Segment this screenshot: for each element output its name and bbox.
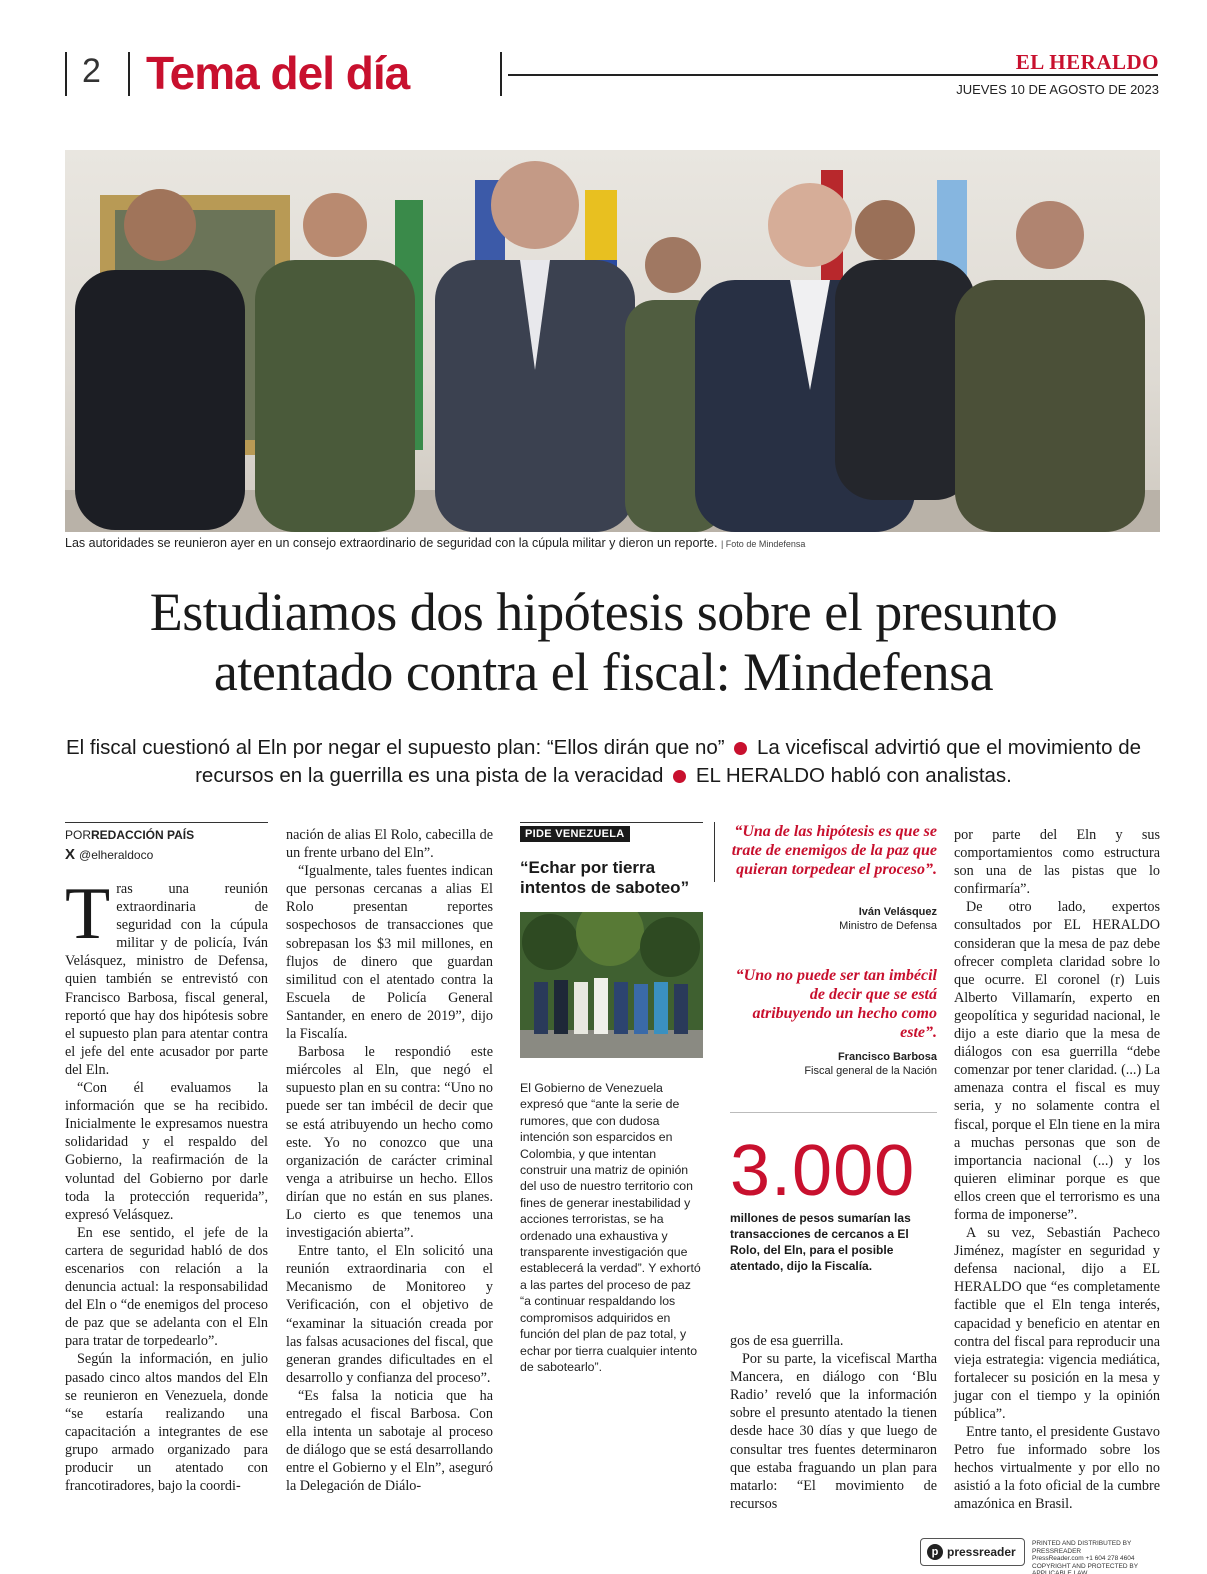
deck-part-3: EL HERALDO habló con analistas. xyxy=(695,764,1012,787)
sidebar-headline: “Echar por tierra intentos de saboteo” xyxy=(520,858,690,897)
byline-rule xyxy=(65,822,268,823)
fine-print-line: PressReader.com +1 604 278 4604 xyxy=(1032,1555,1135,1562)
byline-author: REDACCIÓN PAÍS xyxy=(91,828,195,842)
paragraph: En ese sentido, el jefe de la cartera de seguridad habló de dos escenarios con relación a la denuncia actual: la responsabilidad del Eln o “de enemigos del proceso de paz que se adelanta con el Eln para tratar de torpedearlo”. xyxy=(65,1224,268,1350)
deck-part-1: El fiscal cuestionó al Eln por negar el supuesto plan: “Ellos dirán que no” xyxy=(65,736,725,759)
header-divider-right xyxy=(500,52,502,96)
pressreader-logo-icon: p xyxy=(927,1544,943,1560)
key-figure-text: millones de pesos sumarían las transacciones de cercanos a El Rolo, del Eln, para el posible atentado, dijo la Fiscalía. xyxy=(730,1211,911,1273)
headline-line-1: Estudiamos dos hipótesis sobre el presunto xyxy=(149,582,1058,642)
article-column-5 xyxy=(954,826,1160,1514)
byline-prefix: POR xyxy=(65,828,92,842)
header-divider-middle xyxy=(128,52,130,96)
quote-2-name: Francisco Barbosa xyxy=(837,1051,937,1063)
quote-2-role: Fiscal general de la Nación xyxy=(804,1065,937,1077)
paragraph: De otro lado, expertos consultados por EL HERALDO consideran que la mesa de paz debe ofrecer completa claridad sobre lo que ocurre. El coronel (r) Luis Alberto Villamarín, experto en geopolítica y seguridad nacional, le dijo a este diario que la mesa de diálogos con esa guerrilla “debe comenzar por tener claridad. (...) La amenaza contra el fiscal es muy seria, y no solamente contra el fiscal, porque el Eln tiene en la mira a muchas personas que son de importancia nacional (...) y los quieren eliminar porque es que ellos creen que el terrorismo es una forma de imponerse”. xyxy=(954,899,1160,1223)
pressreader-badge[interactable] xyxy=(920,1538,1025,1566)
bullet-dot-icon xyxy=(673,770,686,783)
section-title: Tema del día xyxy=(146,47,410,99)
paragraph: nación de alias El Rolo, cabecilla de un frente urbano del Eln”. xyxy=(286,827,493,862)
bullet-dot-icon xyxy=(734,742,747,755)
sidebar-text: El Gobierno de Venezuela expresó que “ante la serie de rumores, que con dudosa intención son esparcidos en Colombia, y que intentan construir una matriz de opinión del uso de nuestro territorio con fines de generar inestabilidad y acciones terroristas, se ha ordenado una exhaustiva y transparente investigación que establecerá la verdad”. Y exhortó a las partes del proceso de paz “a continuar respaldando los compromisos adquiridos en función del plan de paz total, y echar por tierra cualquier intento de sabotearlo”. xyxy=(520,1081,701,1374)
newspaper-logo: EL HERALDO xyxy=(1015,50,1159,74)
sidebar-tag: PIDE VENEZUELA xyxy=(520,826,630,842)
subheadline xyxy=(40,734,1167,790)
fine-print-line: COPYRIGHT AND PROTECTED BY APPLICABLE LAW xyxy=(1032,1562,1138,1574)
paragraph: Por su parte, la vicefiscal Martha Mancera, en diálogo con ‘Blu Radio’ reveló que la información sobre el presunto atentado la tienen desde hace 30 días y que luego de consultar tres fuentes determinaron que estaba fraguando un plan para matarlo: “El movimiento de recursos xyxy=(730,1351,937,1512)
pull-quote-2: “Uno no puede ser tan imbécil de decir que se está atribuyendo un hecho como este”. xyxy=(735,967,937,1041)
figure-separator xyxy=(730,1112,937,1113)
drop-cap: T xyxy=(65,873,111,955)
article-column-4 xyxy=(730,1332,937,1513)
page-number: 2 xyxy=(82,52,101,90)
caption-text: Las autoridades se reunieron ayer en un consejo extraordinario de seguridad con la cúpula militar y dieron un reporte. xyxy=(65,536,718,550)
paragraph: “Es falsa la noticia que ha entregado el fiscal Barbosa. Con ella intenta un sabotaje al proceso de diálogo que se está desarrollando entre el Gobierno y el Eln”, aseguró la Delegación de Diálo- xyxy=(286,1387,493,1495)
headline xyxy=(0,582,1207,702)
paragraph: Según la información, en julio pasado cinco altos mandos del Eln se reunieron en Venezuela, donde “se estaría realizando una capacitación a integrantes de ese grupo armado organizado para producir un atentado con francotiradores, bajo la coordi- xyxy=(65,1351,268,1495)
photo-caption xyxy=(65,536,805,550)
paragraph: ras una reunión extraordinaria de seguridad con la cúpula militar y de policía, Iván Velásquez, ministro de Defensa, quien también se entrevistó con Francisco Barbosa, fiscal general, reportó que hay dos hipótesis sobre el supuesto plan para atentar contra el jefe del ente acusador por parte del Eln. xyxy=(65,881,268,1078)
issue-date: JUEVES 10 DE AGOSTO DE 2023 xyxy=(956,82,1159,97)
byline xyxy=(65,828,194,842)
header-divider-left xyxy=(65,52,67,96)
quote-column-rule xyxy=(714,822,715,882)
deck-part-2: La vicefiscal advirtió que el movimiento de recursos en la guerrilla es una pista de la veracidad xyxy=(195,736,1142,787)
paragraph: por parte del Eln y sus comportamientos como estructura son una de las pistas que lo confirmaría”. xyxy=(954,827,1160,898)
headline-line-2: atentado contra el fiscal: Mindefensa xyxy=(213,642,994,702)
paragraph: Entre tanto, el Eln solicitó una reunión extraordinaria con el Mecanismo de Monitoreo y Verificación, con el objetivo de “examinar la situación creada por las falsas acusaciones del fiscal, que generan grandes dificultades en el desarrollo y confianza del proceso”. xyxy=(286,1243,493,1386)
paragraph: Entre tanto, el presidente Gustavo Petro fue informado sobre los hechos virtualmente y por ello no asistió a la foto oficial de la cumbre amazónica en Brasil. xyxy=(954,1424,1160,1513)
sidebar-rule xyxy=(520,822,703,823)
paragraph: A su vez, Sebastián Pacheco Jiménez, magíster en seguridad y defensa nacional, dijo a EL HERALDO que “es completamente factible que el Eln tenga interés, capacidad y beneficio en atentar en contra del fiscal para reproducir una vieja estrategia: vigencia mediática, fortalecer su posición en la mesa y jugar con el tiempo y la opinión pública”. xyxy=(954,1225,1160,1422)
officials-group-illustration xyxy=(65,150,1160,532)
main-photo xyxy=(65,150,1160,532)
sidebar-photo xyxy=(520,912,703,1058)
article-column-1 xyxy=(65,873,268,1495)
key-figure: 3.000 xyxy=(730,1131,916,1211)
paragraph: “Igualmente, tales fuentes indican que personas cercanas a alias El Rolo presentan reportes sospechosos de transacciones que sobrepasan los $3 mil millones, en flujos de dinero que guardan similitud con el atentado contra la Escuela de Policía General Santander, en enero de 2019”, dijo la Fiscalía. xyxy=(286,863,493,1043)
fine-print-line: PRINTED AND DISTRIBUTED BY PRESSREADER xyxy=(1032,1540,1132,1555)
quote-1-name: Iván Velásquez xyxy=(858,906,937,918)
photo-credit: | Foto de Mindefensa xyxy=(720,539,806,549)
social-handle[interactable] xyxy=(65,846,153,863)
summit-group-illustration xyxy=(520,912,703,1058)
article-column-2 xyxy=(286,826,493,1495)
quote-1-role: Ministro de Defensa xyxy=(839,920,937,932)
pressreader-brand: pressreader xyxy=(947,1545,1016,1559)
paragraph: “Con él evaluamos la información que se ha recibido. Inicialmente le expresamos nuestra solidaridad y el respaldo del Gobierno, la reafirmación de la voluntad del Gobierno por darle toda la protección requerida”, expresó Velásquez. xyxy=(65,1080,268,1223)
paragraph: gos de esa guerrilla. xyxy=(730,1333,844,1349)
handle-text: @elheraldoco xyxy=(79,848,154,862)
pull-quote-1: “Una de las hipótesis es que se trate de enemigos de la paz que quieran torpedear el proceso”. xyxy=(731,823,937,878)
x-logo-icon: X xyxy=(65,846,76,863)
pressreader-fine-print xyxy=(1032,1540,1162,1574)
paragraph: Barbosa le respondió este miércoles al Eln, que negó el supuesto plan en su contra: “Uno no puede ser tan imbécil de decir que se está atribuyendo un hecho como este. Yo no conozco que una organización de carácter criminal venga a atribuirse un hecho. Ellos dirían que no están en sus planes. Lo cierto es que tenemos una investigación abierta”. xyxy=(286,1044,493,1242)
